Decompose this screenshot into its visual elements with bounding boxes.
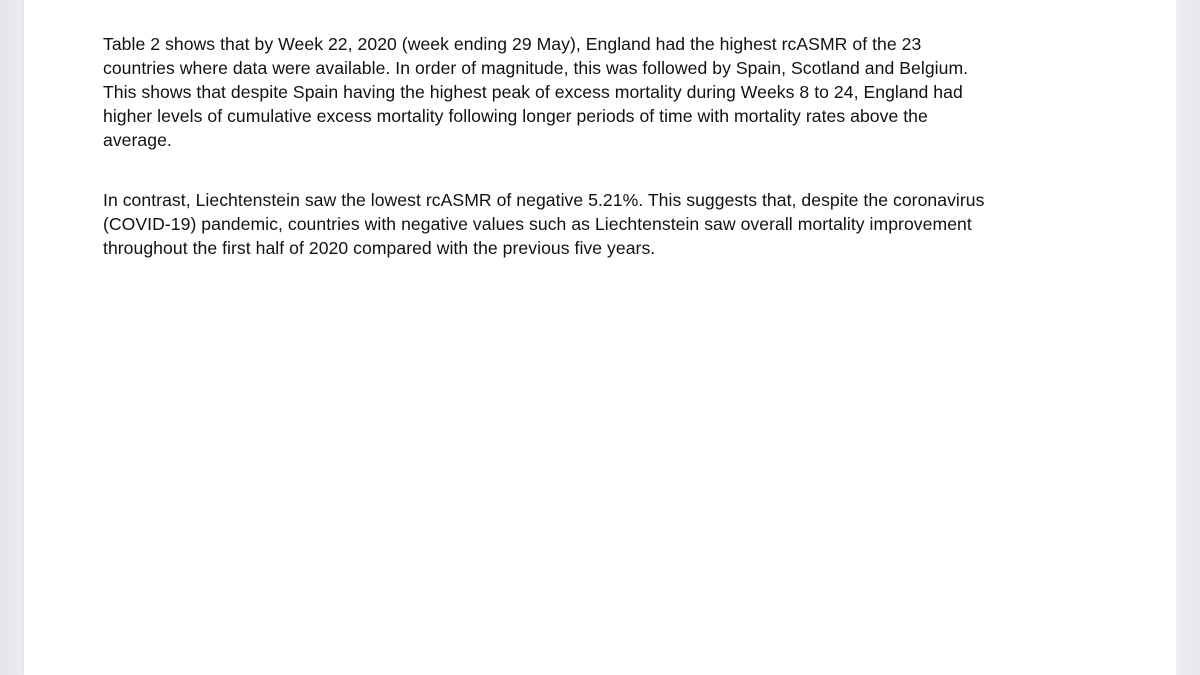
paragraph-1-line-2: countries where data were available. In order of magnitude, this was followed by Spain, Scotland and Belgium.: [103, 58, 969, 78]
paragraph-1-line-5: average.: [103, 130, 172, 150]
paragraph-1: [103, 32, 1093, 152]
document-page: [24, 0, 1176, 675]
paragraph-2-line-1: In contrast, Liechtenstein saw the lowest rcASMR of negative 5.21%. This suggests that, despite the coronavirus: [103, 190, 985, 210]
paragraph-2-line-3: throughout the first half of 2020 compared with the previous five years.: [103, 238, 656, 258]
paragraph-1-line-1: Table 2 shows that by Week 22, 2020 (week ending 29 May), England had the highest rcASMR of the 23: [103, 34, 922, 54]
paragraph-2: [103, 188, 1093, 260]
paragraph-1-line-3: This shows that despite Spain having the highest peak of excess mortality during Weeks 8 to 24, England had: [103, 82, 963, 102]
paragraph-2-line-2: (COVID-19) pandemic, countries with negative values such as Liechtenstein saw overall mortality improvement: [103, 214, 972, 234]
paragraph-1-line-4: higher levels of cumulative excess mortality following longer periods of time with mortality rates above the: [103, 106, 928, 126]
viewer-right-gutter: [1176, 0, 1200, 675]
